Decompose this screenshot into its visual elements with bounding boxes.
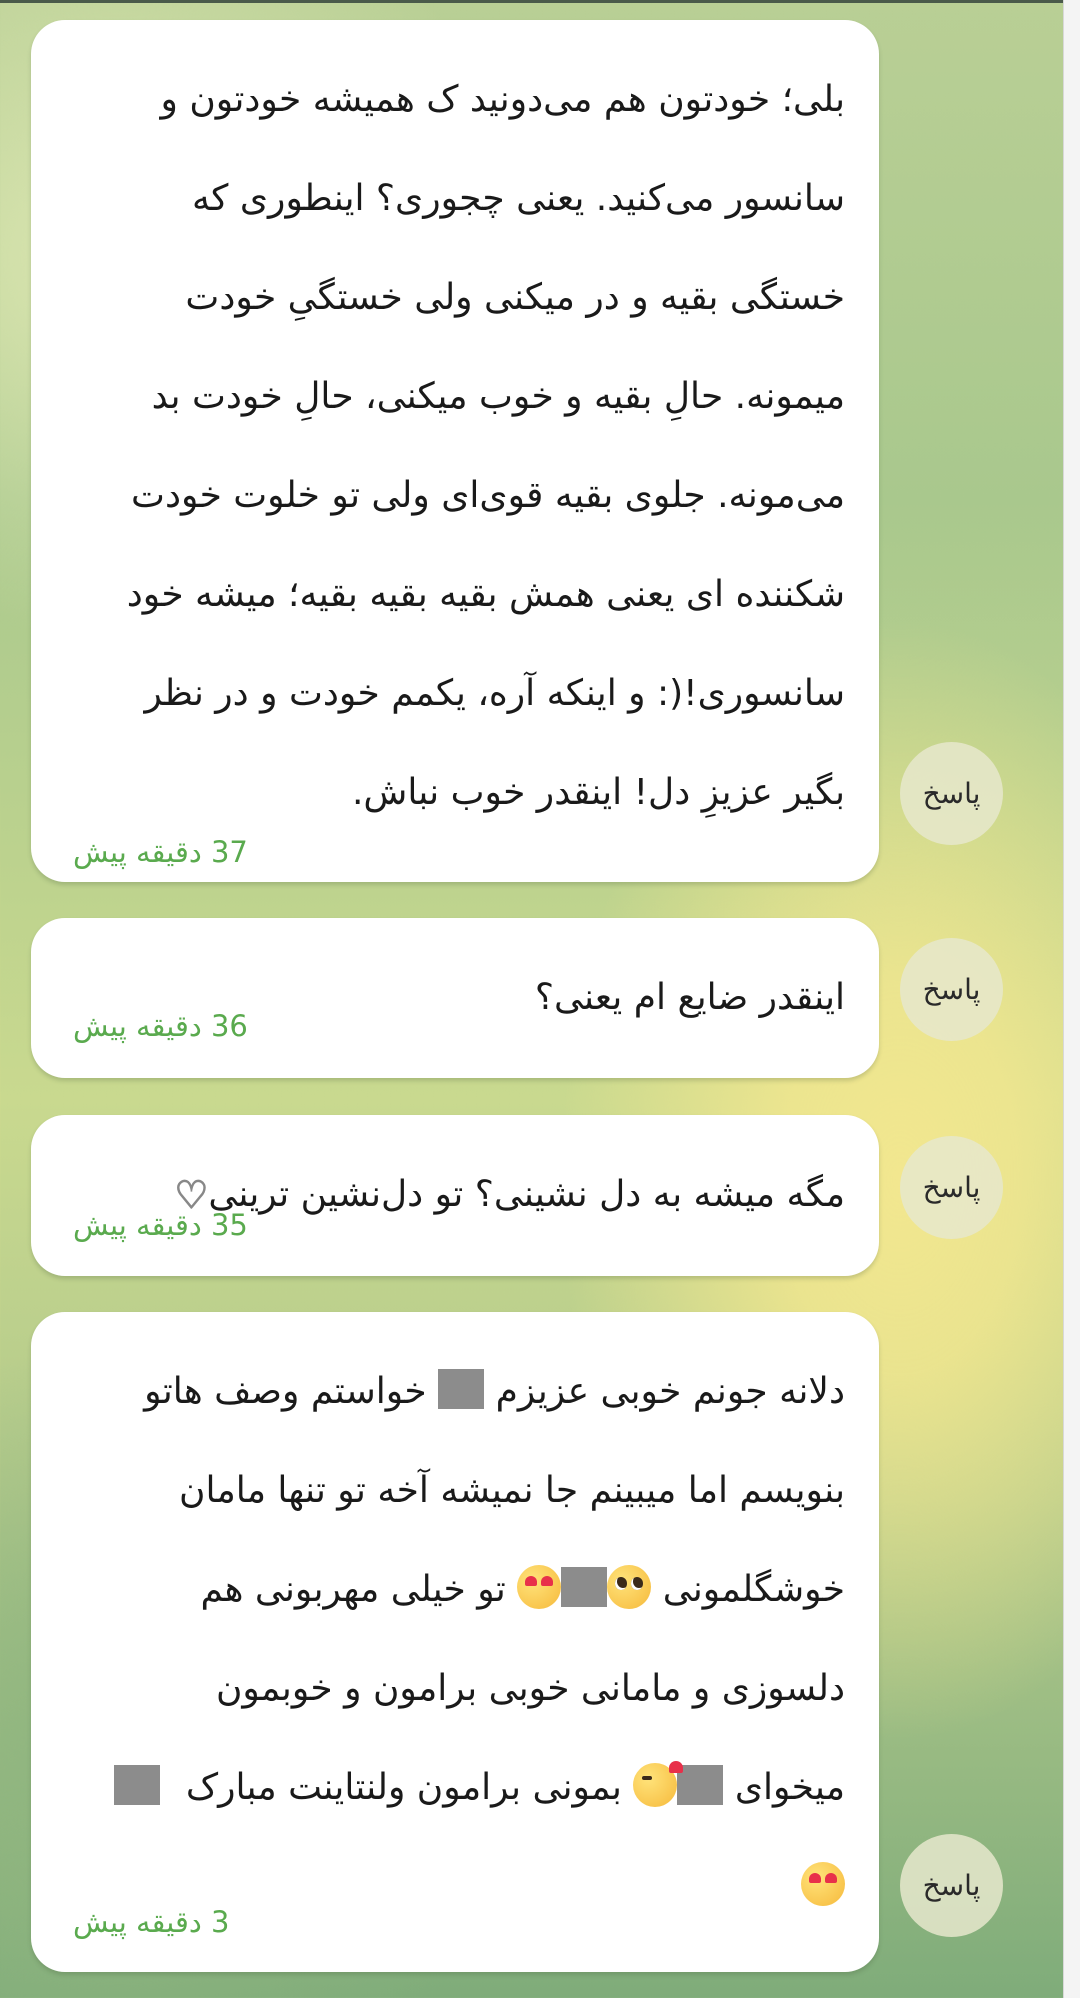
message-line-text: خوشگلمونی — [662, 1569, 845, 1610]
message-timestamp: 35 دقیقه پیش — [73, 1208, 248, 1242]
message-line: بلی؛ خودتون هم می‌دونید ک همیشه خودتون و — [160, 79, 845, 120]
reply-button[interactable]: پاسخ — [900, 742, 1003, 845]
message-line-text: میخوای — [734, 1767, 845, 1808]
message-line-text: تو خیلی مهربونی هم — [200, 1569, 506, 1610]
message-bubble[interactable] — [31, 20, 879, 882]
message-line: شکننده ای یعنی همش بقیه بقیه بقیه؛ میشه خود — [126, 574, 845, 615]
message-bubble[interactable] — [31, 918, 879, 1078]
message-line-text: خواستم وصف هاتو — [144, 1371, 427, 1412]
scrollbar[interactable] — [1063, 0, 1080, 1998]
message-line-text: دلانه جونم خوبی عزیزم — [495, 1371, 845, 1412]
heart-eyes-icon — [801, 1862, 845, 1906]
missing-glyph-icon — [114, 1765, 160, 1805]
message-line — [71, 1540, 845, 1639]
reply-button[interactable]: پاسخ — [900, 1834, 1003, 1937]
message-line-text: مگه میشه به دل نشینی؟ تو دل‌نشین ترینی — [208, 1174, 845, 1215]
message-bubble[interactable] — [31, 1115, 879, 1276]
message-line: بنویسم اما میبینم جا نمیشه آخه تو تنها مامان — [179, 1470, 845, 1511]
message-line: می‌مونه. جلوی بقیه قوی‌ای ولی تو خلوت خودت — [131, 475, 845, 516]
white-heart-icon: ♡ — [174, 1173, 209, 1217]
reply-button[interactable]: پاسخ — [900, 1136, 1003, 1239]
message-text — [71, 1312, 845, 1936]
heart-eyes-icon — [517, 1565, 561, 1609]
kiss-face-icon — [633, 1763, 677, 1807]
message-line: دلسوزی و مامانی خوبی برامون و خوبمون — [215, 1668, 845, 1709]
message-line: اینقدر ضایع ام یعنی؟ — [534, 977, 845, 1018]
message-line: خستگی بقیه و در میکنی ولی خستگیِ خودت — [185, 277, 845, 318]
message-bubble[interactable] — [31, 1312, 879, 1972]
message-timestamp: 36 دقیقه پیش — [73, 1009, 248, 1043]
reply-button[interactable]: پاسخ — [900, 938, 1003, 1041]
missing-glyph-icon — [677, 1765, 723, 1805]
pleading-face-icon — [607, 1565, 651, 1609]
message-timestamp: 37 دقیقه پیش — [73, 835, 248, 869]
message-line: بگیر عزیزِ دل! اینقدر خوب نباش. — [351, 772, 845, 813]
top-border — [0, 0, 1080, 3]
message-line — [71, 1738, 845, 1837]
message-line: میمونه. حالِ بقیه و خوب میکنی، حالِ خودت بد — [151, 376, 845, 417]
message-line — [71, 1342, 845, 1441]
message-line: سانسور می‌کنید. یعنی چجوری؟ اینطوری که — [192, 178, 845, 219]
missing-glyph-icon — [438, 1369, 484, 1409]
missing-glyph-icon — [561, 1567, 607, 1607]
message-line-text: بمونی برامون ولنتاینت مبارک — [185, 1767, 622, 1808]
message-text — [71, 20, 845, 842]
message-timestamp: 3 دقیقه پیش — [73, 1905, 230, 1939]
message-line: سانسوری!(: و اینکه آره، یکمم خودت و در نظر — [144, 673, 845, 714]
